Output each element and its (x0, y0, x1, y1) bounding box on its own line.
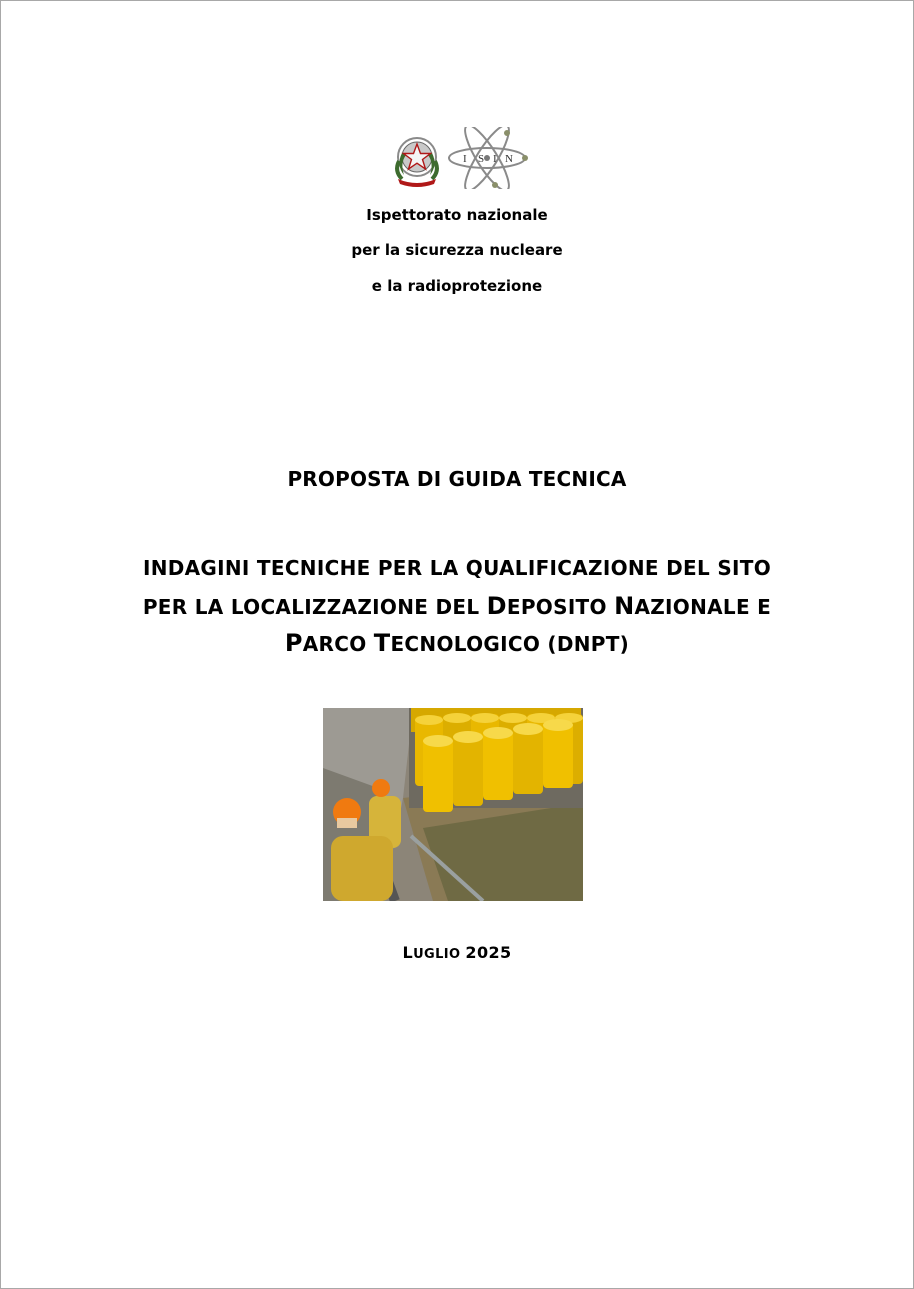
title-line-3-part-b: ECNOLOGICO (DNPT) (390, 632, 630, 656)
title-line-2-cap-n: N (614, 592, 635, 620)
org-name-line-3: e la radioprotezione (371, 277, 543, 295)
title-line-2-part-a: PER LA LOCALIZZAZIONE DEL (142, 595, 487, 619)
document-title-line-1: INDAGINI TECNICHE PER LA QUALIFICAZIONE DEL SITO (142, 556, 772, 580)
title-line-2-part-b: EPOSITO (506, 595, 615, 619)
logo-letter-1: I (463, 153, 467, 165)
date-cap-l: L (402, 943, 414, 962)
title-line-3-cap-p: P (284, 629, 303, 657)
italian-republic-emblem (390, 133, 444, 189)
title-line-2-cap-d: D (486, 592, 507, 620)
document-title-line-2 (1, 592, 913, 620)
logo-letter-3: I (493, 153, 497, 165)
logo-letter-4: N (505, 153, 513, 165)
org-name-line-1: Ispettorato nazionale (366, 206, 548, 224)
date-month-rest: UGLIO (413, 947, 461, 962)
document-date (1, 943, 913, 962)
cover-photo-waste-drums (323, 708, 583, 901)
title-line-3-cap-t: T (373, 629, 391, 657)
logo-letter-2: S (478, 153, 485, 165)
org-name-line-2: per la sicurezza nucleare (351, 241, 563, 259)
title-line-2-part-c: AZIONALE E (634, 595, 772, 619)
isin-atom-logo (445, 127, 529, 189)
title-line-3-part-a: ARCO (302, 632, 374, 656)
document-type: PROPOSTA DI GUIDA TECNICA (287, 467, 627, 491)
document-title-line-3 (1, 629, 913, 657)
date-year: 2025 (465, 943, 512, 962)
